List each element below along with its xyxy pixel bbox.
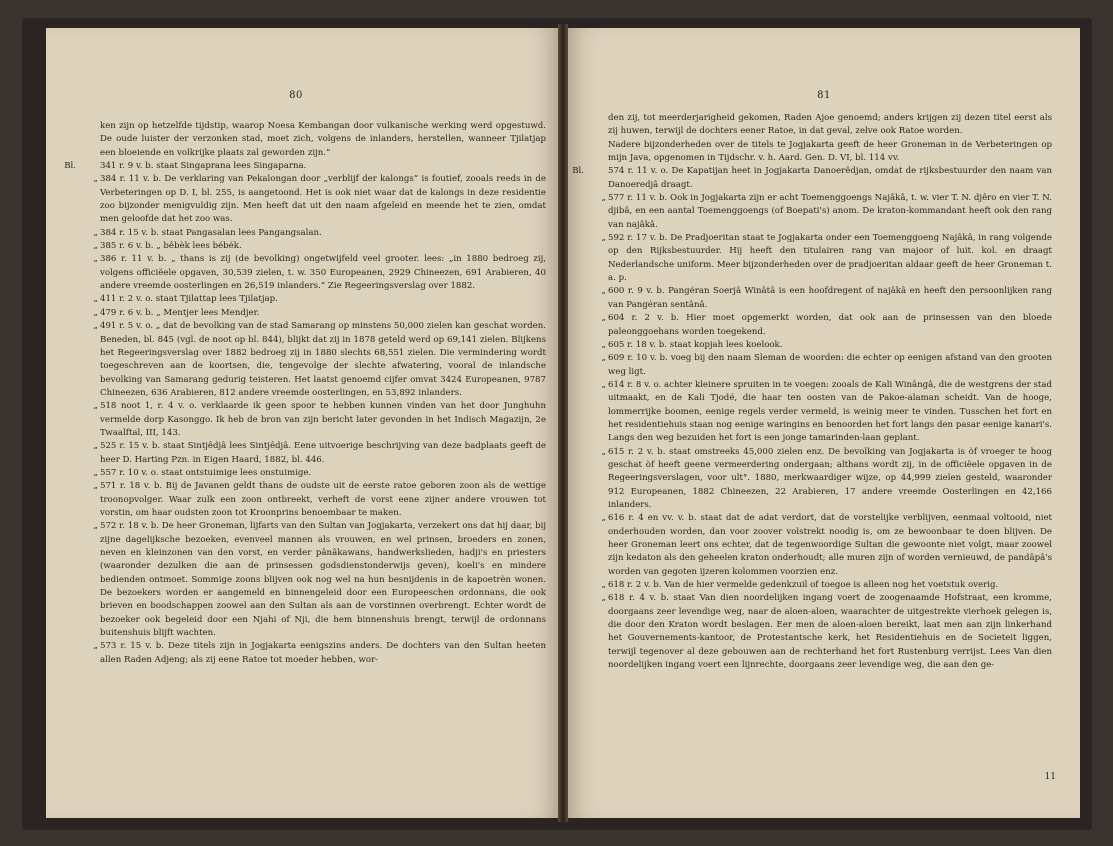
erratum-entry bbox=[601, 379, 1052, 446]
ditto-mark: „ bbox=[601, 286, 606, 297]
entry-text: 577 r. 11 v. b. Ook in Jogjakarta zijn er acht Toemenggoengs Najâkâ, t. w. vier T. N. djêro en vier T. N. djibâ, en een aantal Toemenggoengs (of Boepati's) anom. De kraton-kommandant heeft ook den rang van najâkâ. bbox=[608, 193, 1052, 230]
book-spread bbox=[22, 18, 1092, 830]
erratum-entry bbox=[601, 312, 1052, 339]
entry-text: 604 r. 2 v. b. Hier moet opgemerkt worden, dat ook aan de prinsessen van den bloede paleonggoehans worden toegekend. bbox=[608, 313, 1052, 337]
ditto-mark: „ bbox=[93, 321, 98, 332]
left-page-text bbox=[64, 120, 546, 667]
erratum-entry bbox=[93, 640, 546, 667]
book-gutter bbox=[558, 24, 568, 822]
entry-text: 609 r. 10 v. b. voeg bij den naam Sleman de woorden: die echter op eenigen afstand van den grooten weg ligt. bbox=[608, 353, 1052, 377]
entry-text: 491 r. 5 v. o. „ dat de bevolking van de stad Samarang op minstens 50,000 zielen kan geschat worden. Beneden, bl. 845 (vgl. de noot op bl. 844), blijkt dat zij in 1878 geteld werd op 69,141 zielen. Blijkens het Regeeringsverslag over 1882 bedroeg zij in 1880 slechts 68,551 zielen. Die vermindering wordt toegeschreven aan de koortsen, die, tengevolge der slechte afwatering, vooral de inlandsche bevolking van Samarang gedurig teisteren. Het laatst genoemd cijfer omvat 3424 Europeanen, 9787 Chineezen, 636 Arabieren, 812 andere vreemde oosterlingen, en 53,892 inlanders. bbox=[100, 321, 546, 398]
ditto-mark: „ bbox=[93, 227, 98, 238]
ditto-mark: „ bbox=[93, 307, 98, 318]
erratum-entry bbox=[608, 139, 1052, 166]
erratum-entry bbox=[601, 592, 1052, 672]
erratum-entry bbox=[93, 227, 546, 240]
entry-text: 605 r. 18 v. b. staat kopjah lees koelook. bbox=[608, 339, 783, 350]
erratum-entry bbox=[64, 160, 546, 173]
ditto-mark: „ bbox=[601, 353, 606, 364]
erratum-entry bbox=[601, 339, 1052, 352]
erratum-entry bbox=[93, 320, 546, 400]
left-page bbox=[46, 28, 558, 818]
entry-text: den zij, tot meerderjarigheid gekomen, Raden Ajoe genoemd; anders krijgen zij dezen titel eerst als zij huwen, terwijl de dochters eener Ratoe, in dat geval, zelve ook Ratoe worden. bbox=[608, 113, 1052, 137]
entry-text: 572 r. 18 v. b. De heer Groneman, lijfarts van den Sultan van Jogjakarta, verzekert ons dat hij daar, bij zijne dagelijksche bezoeken, evenveel mannen als vrouwen, en wel prinsen, broeders en zonen, neven en kleinzonen van den vorst, en verder pânâkawans, handwerkslieden, hadji's en priesters (waaronder dezulken die aan de prinsessen godsdienstonderwijs geven), koeli's en mindere bedienden ontmoet. Sommige zoons blijven ook nog wel na hun besnijdenis in de kapoetrèn wonen. De bezoekers worden er aangemeld en binnengeleid door een Europeeschen ordonnans, die ook brieven en boodschappen zoowel aan den Sultan als aan de vorstinnen overbrengt. Echter wordt de bezoeker ook begeleid door een Njahi of Nji, die hem binnenshuis brengt, terwijl de ordonnans buitenshuis blijft wachten. bbox=[100, 521, 546, 639]
ditto-mark: „ bbox=[601, 446, 606, 457]
erratum-entry bbox=[601, 446, 1052, 513]
entry-text: 479 r. 6 v. b. „ Mentjer lees Mendjer. bbox=[100, 307, 260, 318]
ditto-mark: „ bbox=[601, 233, 606, 244]
ditto-mark: „ bbox=[601, 593, 606, 604]
erratum-entry bbox=[93, 240, 546, 253]
erratum-entry bbox=[93, 307, 546, 320]
entry-text: 341 r. 9 v. b. staat Singaprana lees Singaparna. bbox=[100, 161, 307, 172]
erratum-entry bbox=[601, 512, 1052, 579]
page-number-left: 80 bbox=[289, 90, 303, 101]
ditto-mark: „ bbox=[93, 241, 98, 252]
ditto-mark: „ bbox=[601, 339, 606, 350]
entry-text: 618 r. 4 v. b. staat Van dien noordelijken ingang voert de zoogenaamde Hofstraat, een kromme, doorgaans zeer levendige weg, naar de aloen-aloen, waarachter de uitgestrekte vierhoek gelegen is, die door den Kraton wordt beslagen. Eer men de aloen-aloen bereikt, laat men aan zijn linkerhand het Gouvernements-kantoor, de Protestantsche kerk, het Residentiehuis en de Societeit liggen, terwijl tegenover al deze gebouwen aan de rechterhand het fort Rustenburg verrijst. Lees Van dien noordelijken ingang voert een lijnrechte, doorgaans zeer levendige weg, die aan den ge- bbox=[608, 593, 1052, 671]
erratum-entry bbox=[93, 480, 546, 520]
erratum-entry bbox=[93, 520, 546, 640]
erratum-entry bbox=[93, 400, 546, 440]
erratum-entry bbox=[601, 352, 1052, 379]
ditto-mark: „ bbox=[601, 313, 606, 324]
entry-text: 618 r. 2 v. b. Van de hier vermelde gedenkzuil of toegoe is alleen nog het voetstuk overig. bbox=[608, 580, 999, 591]
bl-abbrev: Bl. bbox=[64, 161, 76, 172]
entry-text: 573 r. 15 v. b. Deze titels zijn in Jogjakarta eenigszins anders. De dochters van den Sultan heeten allen Raden Adjeng; als zij eene Ratoe tot moeder hebben, wor- bbox=[100, 641, 546, 665]
ditto-mark: „ bbox=[601, 580, 606, 591]
ditto-mark: „ bbox=[93, 481, 98, 492]
entry-text: Nadere bijzonderheden over de titels te Jogjakarta geeft de heer Groneman in de Verbeteringen op mijn Java, opgenomen in Tijdschr. v. h. Aard. Gen. D. VI, bl. 114 vv. bbox=[608, 139, 1052, 164]
erratum-entry bbox=[601, 232, 1052, 285]
erratum-entry bbox=[93, 440, 546, 467]
erratum-entry bbox=[601, 192, 1052, 232]
right-page-text bbox=[572, 112, 1052, 672]
entry-text: 615 r. 2 v. b. staat omstreeks 45,000 zielen enz. De bevolking van Jogjakarta is òf vroeger te hoog geschat òf heeft geene vermeerdering ondergaan; althans wordt zij, in de officiëele opgaven in de Regeeringsverslagen, voor ult°. 1880, merkwaardiger wijze, op 44,999 zielen gesteld, waaronder 912 Europeanen, 1882 Chineezen, 22 Arabieren, 17 andere vreemde Oosterlingen en 42,166 inlanders. bbox=[608, 446, 1052, 510]
erratum-entry bbox=[601, 285, 1052, 312]
page-number-right: 81 bbox=[817, 90, 831, 101]
entry-text: 386 r. 11 v. b. „ thans is zij (de bevolking) ongetwijfeld veel grooter. lees: „in 1880 bedroeg zij, volgens officiëele opgaven, 30,539 zielen, t. w. 350 Europeanen, 2929 Chineezen, 691 Arabieren, 40 andere vreemde oosterlingen en 26,519 inlanders.“ Zie Regeeringsverslag over 1882. bbox=[100, 254, 546, 292]
erratum-entry bbox=[572, 165, 1052, 192]
erratum-entry bbox=[93, 173, 546, 226]
ditto-mark: „ bbox=[93, 401, 98, 412]
ditto-mark: „ bbox=[93, 174, 98, 185]
entry-text: 571 r. 18 v. b. Bij de Javanen geldt thans de oudste uit de eerste ratoe geboren zoon als de wettige troonopvolger. Waar zulk een zoon ontbreekt, verheft de vorst eene zijner andere vrouwen tot vorstin, om haar oudsten zoon tot Kroonprins benoembaar te maken. bbox=[100, 481, 546, 518]
ditto-mark: „ bbox=[93, 254, 98, 265]
ditto-mark: „ bbox=[601, 379, 606, 390]
entry-text: 384 r. 11 v. b. De verklaring van Pekalongan door „verblijf der kalongs“ is foutief, zooals reeds in de Verbeteringen op D. I, bl. 255, is aangetoond. Het is ook niet waar dat de kalongs in deze residentie zoo bijzonder menigvuldig zijn. Men heeft dat uit den naam afgeleid en meende het te zien, omdat men geloofde dat het zoo was. bbox=[100, 174, 546, 225]
right-page bbox=[568, 28, 1080, 818]
entry-text: 592 r. 17 v. b. De Pradjoeritan staat te Jogjakarta onder een Toemenggoeng Najâkâ, in rang volgende op den Rijksbestuurder. Hij heeft den titulairen rang van majoor of luit. kol. en draagt Nederlandsche uniform. Meer bijzonderheden over de pradjoeritan aldaar geeft de heer Groneman t. a. p. bbox=[608, 233, 1052, 284]
erratum-entry bbox=[93, 467, 546, 480]
erratum-entry bbox=[93, 253, 546, 293]
erratum-entry bbox=[93, 293, 546, 306]
ditto-mark: „ bbox=[93, 467, 98, 478]
entry-text: 557 r. 10 v. o. staat ontstuimige lees onstuimige. bbox=[100, 467, 312, 478]
entry-text: 525 r. 15 v. b. staat Sintjêdjâ lees Sintjêdjâ. Eene uitvoerige beschrijving van deze badplaats geeft de heer D. Harting Pzn. in Eigen Haard, 1882, bl. 446. bbox=[100, 441, 546, 465]
entry-text: 614 r. 8 v. o. achter kleinere spruiten in te voegen: zooals de Kali Winângâ, die de westgrens der stad uitmaakt, en de Kali Tjodé, die haar ten oosten van de Pakoe-alaman scheidt. Van de hooge, lommerrijke boomen, eenige regels verder vermeld, is weinig meer te vinden. Tusschen het fort en het residentiehuis staan nog eenige waringins en benoorden het fort langs den pasar eenige kanari's. Langs den weg bezuiden het fort is een jonge tamarinden-laan geplant. bbox=[608, 379, 1052, 444]
entry-text: 518 noot 1, r. 4 v. o. verklaarde ik geen spoor te hebben kunnen vinden van het door Junghuhn vermelde dorp Kasonggo. Ik heb de bron van zijn bericht later gevonden in het Indisch Magazijn, 2e Twaalftal, III, 143. bbox=[100, 401, 546, 438]
ditto-mark: „ bbox=[601, 193, 606, 204]
ditto-mark: „ bbox=[93, 641, 98, 652]
entry-text: 600 r. 9 v. b. Pangéran Soerjâ Winâtâ is een hoofdregent of najâkâ en heeft den persoonlijken rang van Pangéran sentânâ. bbox=[608, 286, 1052, 310]
entry-text: 385 r. 6 v. b. „ bêbèk lees bébék. bbox=[100, 241, 242, 252]
entry-text: 616 r. 4 en vv. v. b. staat dat de adat verdort, dat de vorstelijke verblijven, eenmaal voltooid, niet onderhouden worden, dan voor zoover volstrekt noodig is, om ze bewoonbaar te doen blijven. De heer Groneman leert ons echter, dat de tegenwoordige Sultan die gewoonte niet volgt, maar zoowel zijn kedaton als den geheelen kraton onderhoudt; alle muren zijn of worden vernieuwd, de pandâpâ's worden van gegoten ijzeren kolommen voorzien enz. bbox=[608, 513, 1052, 577]
entry-text: ken zijn op hetzelfde tijdstip, waarop Noesa Kembangan door vulkanische werking werd opgestuwd. De oude luister der verzonken stad, moet zich, volgens de inlanders, herstellen, wanneer Tjilatjap een bloeiende en volkrijke plaats zal geworden zijn.“ bbox=[100, 121, 546, 158]
ditto-mark: „ bbox=[93, 441, 98, 452]
ditto-mark: „ bbox=[601, 513, 606, 524]
ditto-mark: „ bbox=[93, 294, 98, 305]
erratum-entry bbox=[100, 120, 546, 160]
entry-text: 411 r. 2 v. o. staat Tjilattap lees Tjilatjap. bbox=[100, 294, 278, 305]
bl-abbrev: Bl. bbox=[572, 166, 584, 177]
signature-mark: 11 bbox=[1044, 772, 1056, 782]
entry-text: 574 r. 11 v. o. De Kapatijan heet in Jogjakarta Danoerêdjan, omdat de rijksbestuurder den naam van Danoeredjâ draagt. bbox=[608, 166, 1052, 190]
erratum-entry bbox=[601, 579, 1052, 592]
entry-text: 384 r. 15 v. b. staat Pangasalan lees Pangangsalan. bbox=[100, 227, 322, 238]
ditto-mark: „ bbox=[93, 521, 98, 532]
erratum-entry bbox=[608, 112, 1052, 139]
